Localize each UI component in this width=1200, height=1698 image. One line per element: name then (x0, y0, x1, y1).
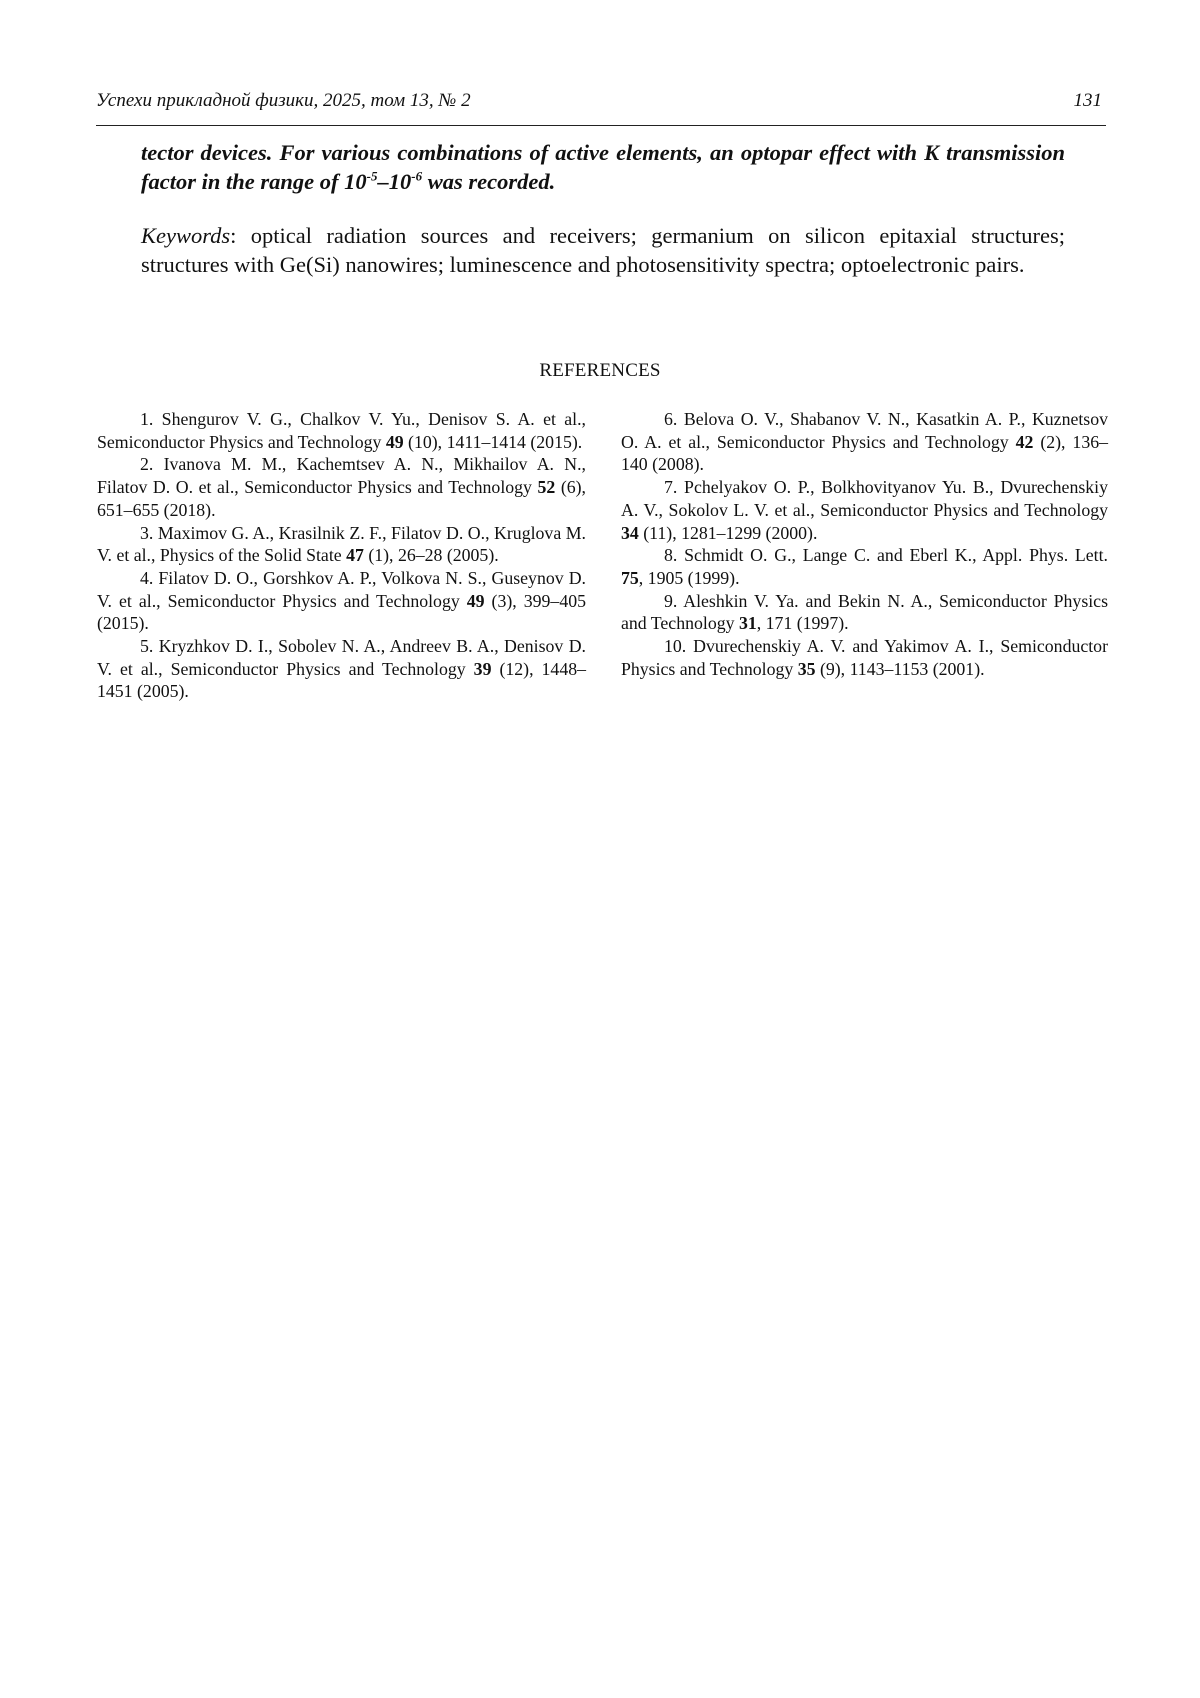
keywords-text: : optical radiation sources and receivers; germanium on silicon epitaxial structures; structures with Ge(Si) nanowires; luminescence and photosensitivity spectra; optoelectronic pairs. (141, 223, 1065, 277)
page-number: 131 (1074, 90, 1103, 112)
reference-item: 8. Schmidt O. G., Lange C. and Eberl K., Appl. Phys. Lett. 75, 1905 (1999). (621, 544, 1108, 589)
reference-item: 2. Ivanova M. M., Kachemtsev A. N., Mikhailov A. N., Filatov D. O. et al., Semiconductor Physics and Technology 52 (6), 651–655 (2018). (97, 453, 586, 521)
reference-item: 6. Belova O. V., Shabanov V. N., Kasatkin A. P., Kuznetsov O. A. et al., Semiconductor Physics and Technology 42 (2), 136–140 (2008). (621, 408, 1108, 476)
references-title: REFERENCES (0, 360, 1200, 382)
abstract-text: tector devices. For various combinations of active elements, an optopar effect with K transmission factor in the range of 10 (141, 140, 1065, 194)
abstract-dash: –10 (377, 169, 411, 194)
exponent-1: -5 (367, 169, 378, 184)
reference-item: 5. Kryzhkov D. I., Sobolev N. A., Andreev B. A., Denisov D. V. et al., Semiconductor Physics and Technology 39 (12), 1448–1451 (2005). (97, 635, 586, 703)
page-header (96, 90, 1102, 112)
abstract-text-end: was recorded. (422, 169, 555, 194)
reference-item: 9. Aleshkin V. Ya. and Bekin N. A., Semiconductor Physics and Technology 31, 171 (1997). (621, 590, 1108, 635)
abstract-tail (141, 138, 1065, 196)
header-divider (96, 125, 1106, 126)
reference-item: 10. Dvurechenskiy A. V. and Yakimov A. I., Semiconductor Physics and Technology 35 (9), 1143–1153 (2001). (621, 635, 1108, 680)
keywords-label: Keywords (141, 223, 230, 248)
reference-item: 7. Pchelyakov O. P., Bolkhovityanov Yu. B., Dvurechenskiy A. V., Sokolov L. V. et al., Semiconductor Physics and Technology 34 (11), 1281–1299 (2000). (621, 476, 1108, 544)
exponent-2: -6 (411, 169, 422, 184)
reference-item: 3. Maximov G. A., Krasilnik Z. F., Filatov D. O., Kruglova M. V. et al., Physics of the Solid State 47 (1), 26–28 (2005). (97, 522, 586, 567)
references-column-right (621, 408, 1108, 680)
reference-item: 1. Shengurov V. G., Chalkov V. Yu., Denisov S. A. et al., Semiconductor Physics and Technology 49 (10), 1411–1414 (2015). (97, 408, 586, 453)
journal-title: Успехи прикладной физики, 2025, том 13, № 2 (96, 90, 471, 112)
references-column-left (97, 408, 586, 703)
reference-item: 4. Filatov D. O., Gorshkov A. P., Volkova N. S., Guseynov D. V. et al., Semiconductor Physics and Technology 49 (3), 399–405 (2015). (97, 567, 586, 635)
keywords (141, 221, 1065, 279)
